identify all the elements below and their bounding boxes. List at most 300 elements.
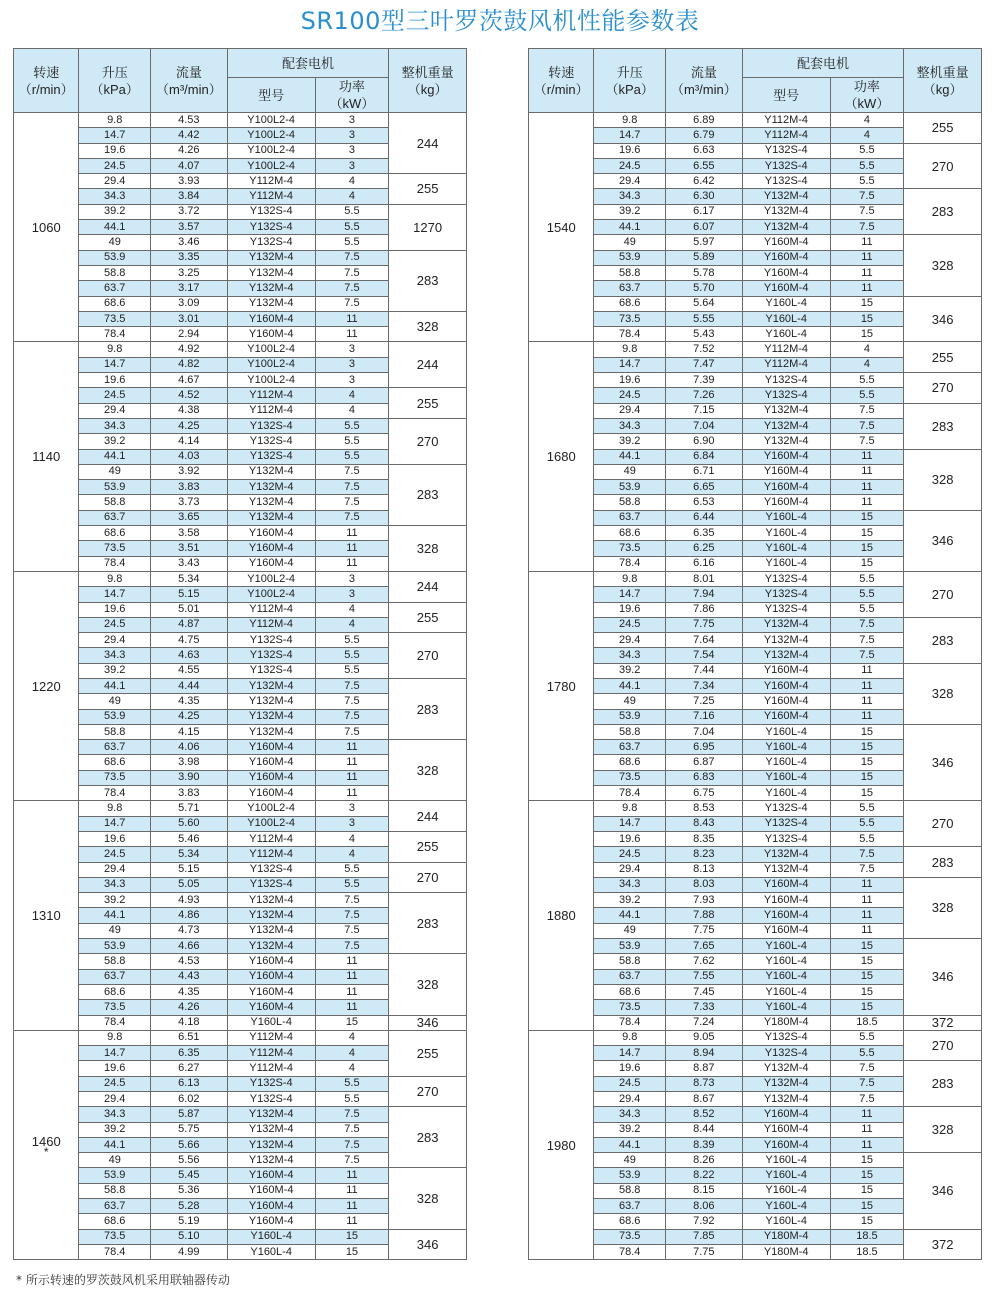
motor-model-cell: Y160L-4 (742, 984, 830, 999)
motor-model-cell: Y112M-4 (742, 113, 830, 128)
flow-cell: 6.16 (666, 556, 743, 571)
flow-cell: 8.53 (666, 801, 743, 816)
weight-cell: 346 (904, 296, 982, 342)
weight-cell: 328 (904, 663, 982, 724)
motor-model-cell: Y100L2-4 (227, 373, 315, 388)
motor-model-cell: Y160L-4 (742, 1199, 830, 1214)
power-cell: 4 (830, 113, 904, 128)
flow-cell: 6.75 (666, 786, 743, 801)
pressure-cell: 58.8 (594, 724, 666, 739)
power-cell: 15 (830, 1000, 904, 1015)
flow-cell: 6.42 (666, 174, 743, 189)
pressure-cell: 53.9 (79, 250, 151, 265)
flow-cell: 7.47 (666, 357, 743, 372)
power-cell: 7.5 (830, 633, 904, 648)
motor-model-cell: Y160M-4 (742, 281, 830, 296)
pressure-cell: 29.4 (594, 403, 666, 418)
power-cell: 15 (830, 969, 904, 984)
motor-model-cell: Y160L-4 (742, 954, 830, 969)
flow-cell: 6.89 (666, 113, 743, 128)
pressure-cell: 24.5 (79, 158, 151, 173)
pressure-cell: 73.5 (79, 311, 151, 326)
header-pressure: 升压 （kPa） (594, 49, 666, 113)
power-cell: 15 (830, 1199, 904, 1214)
weight-cell: 270 (904, 801, 982, 847)
power-cell: 11 (830, 265, 904, 280)
motor-model-cell: Y160M-4 (742, 1137, 830, 1152)
flow-cell: 3.17 (151, 281, 228, 296)
motor-model-cell: Y132S-4 (742, 801, 830, 816)
motor-model-cell: Y132M-4 (227, 893, 315, 908)
header-model: 型号 (742, 78, 830, 113)
motor-model-cell: Y132M-4 (742, 862, 830, 877)
motor-model-cell: Y132S-4 (227, 1092, 315, 1107)
flow-cell: 4.53 (151, 954, 228, 969)
motor-model-cell: Y132M-4 (227, 510, 315, 525)
pressure-cell: 49 (79, 464, 151, 479)
motor-model-cell: Y100L2-4 (227, 143, 315, 158)
motor-model-cell: Y132M-4 (227, 709, 315, 724)
speed-cell: 1780 (529, 571, 594, 800)
flow-cell: 6.87 (666, 755, 743, 770)
pressure-cell: 29.4 (79, 862, 151, 877)
table-row (14, 388, 467, 403)
pressure-cell: 68.6 (79, 526, 151, 541)
power-cell: 7.5 (315, 1153, 389, 1168)
left-table-wrapper (13, 48, 467, 1260)
flow-cell: 7.54 (666, 648, 743, 663)
flow-cell: 6.79 (666, 128, 743, 143)
pressure-cell: 78.4 (594, 1015, 666, 1030)
power-cell: 4 (315, 189, 389, 204)
flow-cell: 4.55 (151, 663, 228, 678)
flow-cell: 5.89 (666, 250, 743, 265)
motor-model-cell: Y160M-4 (742, 235, 830, 250)
flow-cell: 6.83 (666, 770, 743, 785)
pressure-cell: 53.9 (79, 480, 151, 495)
footnote: * 所示转速的罗茨鼓风机采用联轴器传动 (16, 1273, 230, 1287)
weight-cell: 255 (389, 831, 467, 862)
table-row (14, 418, 467, 433)
flow-cell: 3.92 (151, 464, 228, 479)
pressure-cell: 78.4 (79, 556, 151, 571)
power-cell: 11 (830, 281, 904, 296)
weight-cell: 346 (904, 724, 982, 800)
power-cell: 15 (830, 1214, 904, 1229)
pressure-cell: 9.8 (79, 801, 151, 816)
motor-model-cell: Y132M-4 (227, 1107, 315, 1122)
power-cell: 15 (830, 954, 904, 969)
power-cell: 4 (830, 128, 904, 143)
flow-cell: 6.63 (666, 143, 743, 158)
flow-cell: 4.53 (151, 113, 228, 128)
motor-model-cell: Y112M-4 (227, 189, 315, 204)
pressure-cell: 63.7 (594, 510, 666, 525)
motor-model-cell: Y112M-4 (227, 602, 315, 617)
power-cell: 11 (315, 556, 389, 571)
weight-cell: 244 (389, 342, 467, 388)
flow-cell: 7.75 (666, 617, 743, 632)
flow-cell: 4.66 (151, 939, 228, 954)
flow-cell: 4.06 (151, 740, 228, 755)
flow-cell: 3.35 (151, 250, 228, 265)
power-cell: 3 (315, 342, 389, 357)
pressure-cell: 34.3 (79, 877, 151, 892)
flow-cell: 4.86 (151, 908, 228, 923)
weight-cell: 270 (904, 373, 982, 404)
pressure-cell: 19.6 (594, 143, 666, 158)
motor-model-cell: Y160M-4 (227, 1168, 315, 1183)
flow-cell: 5.15 (151, 587, 228, 602)
motor-model-cell: Y160L-4 (742, 786, 830, 801)
weight-cell: 328 (389, 526, 467, 572)
pressure-cell: 14.7 (594, 357, 666, 372)
pressure-cell: 14.7 (79, 357, 151, 372)
motor-model-cell: Y132M-4 (227, 1122, 315, 1137)
footnote-marker: * (43, 1144, 49, 1159)
flow-cell: 6.25 (666, 541, 743, 556)
motor-model-cell: Y132S-4 (227, 418, 315, 433)
flow-cell: 8.44 (666, 1122, 743, 1137)
flow-cell: 3.58 (151, 526, 228, 541)
motor-model-cell: Y160L-4 (742, 311, 830, 326)
motor-model-cell: Y132M-4 (742, 220, 830, 235)
table-row (14, 954, 467, 969)
motor-model-cell: Y160L-4 (742, 510, 830, 525)
pressure-cell: 34.3 (594, 1107, 666, 1122)
power-cell: 5.5 (315, 633, 389, 648)
power-cell: 11 (315, 984, 389, 999)
motor-model-cell: Y112M-4 (227, 403, 315, 418)
table-row (529, 724, 982, 739)
power-cell: 15 (830, 1183, 904, 1198)
motor-model-cell: Y160L-4 (742, 770, 830, 785)
weight-cell: 283 (904, 617, 982, 663)
power-cell: 5.5 (315, 1092, 389, 1107)
power-cell: 4 (315, 403, 389, 418)
flow-cell: 3.98 (151, 755, 228, 770)
flow-cell: 4.25 (151, 709, 228, 724)
flow-cell: 7.62 (666, 954, 743, 969)
pressure-cell: 49 (79, 1153, 151, 1168)
power-cell: 11 (830, 449, 904, 464)
pressure-cell: 19.6 (594, 1061, 666, 1076)
flow-cell: 4.73 (151, 923, 228, 938)
power-cell: 5.5 (830, 388, 904, 403)
flow-cell: 5.19 (151, 1214, 228, 1229)
power-cell: 7.5 (315, 694, 389, 709)
power-cell: 11 (315, 770, 389, 785)
power-cell: 7.5 (830, 648, 904, 663)
power-cell: 7.5 (315, 464, 389, 479)
power-cell: 3 (315, 801, 389, 816)
power-cell: 7.5 (315, 495, 389, 510)
pressure-cell: 63.7 (79, 281, 151, 296)
motor-model-cell: Y132S-4 (227, 220, 315, 235)
pressure-cell: 34.3 (594, 877, 666, 892)
table-row (529, 113, 982, 128)
pressure-cell: 24.5 (79, 388, 151, 403)
pressure-cell: 73.5 (79, 1229, 151, 1244)
motor-model-cell: Y160M-4 (227, 740, 315, 755)
power-cell: 5.5 (315, 449, 389, 464)
weight-cell: 270 (389, 633, 467, 679)
power-cell: 11 (830, 250, 904, 265)
motor-model-cell: Y160M-4 (227, 1199, 315, 1214)
pressure-cell: 44.1 (594, 220, 666, 235)
pressure-cell: 78.4 (594, 786, 666, 801)
flow-cell: 6.30 (666, 189, 743, 204)
flow-cell: 5.56 (151, 1153, 228, 1168)
motor-model-cell: Y160L-4 (742, 1153, 830, 1168)
table-row (529, 449, 982, 464)
power-cell: 11 (830, 923, 904, 938)
weight-cell: 270 (904, 1030, 982, 1061)
flow-cell: 3.57 (151, 220, 228, 235)
flow-cell: 4.35 (151, 694, 228, 709)
pressure-cell: 39.2 (79, 663, 151, 678)
power-cell: 4 (830, 357, 904, 372)
pressure-cell: 58.8 (79, 954, 151, 969)
header-motor: 配套电机 (227, 49, 389, 78)
pressure-cell: 29.4 (594, 633, 666, 648)
motor-model-cell: Y160M-4 (742, 908, 830, 923)
power-cell: 5.5 (315, 648, 389, 663)
motor-model-cell: Y132S-4 (742, 816, 830, 831)
motor-model-cell: Y132M-4 (227, 281, 315, 296)
header-model: 型号 (227, 78, 315, 113)
header-weight: 整机重量 （kg） (389, 49, 467, 113)
flow-cell: 5.87 (151, 1107, 228, 1122)
speed-cell: 1540 (529, 113, 594, 342)
speed-cell: 1140 (14, 342, 79, 571)
motor-model-cell: Y132S-4 (227, 663, 315, 678)
pressure-cell: 63.7 (79, 510, 151, 525)
table-row (529, 663, 982, 678)
flow-cell: 4.63 (151, 648, 228, 663)
flow-cell: 8.35 (666, 831, 743, 846)
flow-cell: 2.94 (151, 327, 228, 342)
table-row (14, 342, 467, 357)
motor-model-cell: Y160L-4 (742, 1183, 830, 1198)
pressure-cell: 44.1 (79, 678, 151, 693)
table-row (529, 1153, 982, 1168)
pressure-cell: 9.8 (594, 801, 666, 816)
flow-cell: 7.85 (666, 1229, 743, 1244)
flow-cell: 6.84 (666, 449, 743, 464)
weight-cell: 346 (904, 510, 982, 571)
weight-cell: 283 (904, 847, 982, 878)
flow-cell: 7.64 (666, 633, 743, 648)
page-title: SR100型三叶罗茨鼓风机性能参数表 (300, 7, 700, 35)
flow-cell: 6.27 (151, 1061, 228, 1076)
pressure-cell: 73.5 (79, 770, 151, 785)
motor-model-cell: Y100L2-4 (227, 357, 315, 372)
flow-cell: 4.82 (151, 357, 228, 372)
pressure-cell: 68.6 (594, 1214, 666, 1229)
flow-cell: 3.84 (151, 189, 228, 204)
flow-cell: 5.01 (151, 602, 228, 617)
pressure-cell: 34.3 (79, 648, 151, 663)
pressure-cell: 68.6 (79, 984, 151, 999)
pressure-cell: 14.7 (594, 128, 666, 143)
pressure-cell: 29.4 (79, 1092, 151, 1107)
motor-model-cell: Y100L2-4 (227, 587, 315, 602)
motor-model-cell: Y132M-4 (742, 434, 830, 449)
flow-cell: 4.26 (151, 143, 228, 158)
header-speed: 转速 （r/min） (14, 49, 79, 113)
motor-model-cell: Y132S-4 (227, 1076, 315, 1091)
flow-cell: 6.44 (666, 510, 743, 525)
flow-cell: 5.46 (151, 831, 228, 846)
pressure-cell: 78.4 (594, 1244, 666, 1259)
motor-model-cell: Y132S-4 (227, 877, 315, 892)
pressure-cell: 34.3 (79, 189, 151, 204)
power-cell: 7.5 (830, 862, 904, 877)
motor-model-cell: Y160L-4 (742, 556, 830, 571)
power-cell: 5.5 (830, 174, 904, 189)
pressure-cell: 9.8 (594, 113, 666, 128)
motor-model-cell: Y132M-4 (227, 265, 315, 280)
pressure-cell: 24.5 (594, 388, 666, 403)
power-cell: 15 (830, 755, 904, 770)
pressure-cell: 68.6 (594, 984, 666, 999)
weight-cell: 244 (389, 113, 467, 174)
pressure-cell: 34.3 (594, 418, 666, 433)
pressure-cell: 58.8 (594, 495, 666, 510)
pressure-cell: 24.5 (79, 1076, 151, 1091)
motor-model-cell: Y100L2-4 (227, 128, 315, 143)
motor-model-cell: Y132S-4 (742, 373, 830, 388)
flow-cell: 5.45 (151, 1168, 228, 1183)
pressure-cell: 73.5 (594, 541, 666, 556)
power-cell: 4 (315, 602, 389, 617)
pressure-cell: 34.3 (79, 418, 151, 433)
pressure-cell: 78.4 (594, 327, 666, 342)
weight-cell: 255 (389, 174, 467, 205)
pressure-cell: 53.9 (79, 709, 151, 724)
power-cell: 11 (315, 1199, 389, 1214)
flow-cell: 5.78 (666, 265, 743, 280)
motor-model-cell: Y112M-4 (742, 357, 830, 372)
motor-model-cell: Y160L-4 (742, 939, 830, 954)
flow-cell: 7.44 (666, 663, 743, 678)
header-motor: 配套电机 (742, 49, 904, 78)
motor-model-cell: Y112M-4 (227, 617, 315, 632)
pressure-cell: 39.2 (594, 204, 666, 219)
motor-model-cell: Y160L-4 (742, 1168, 830, 1183)
flow-cell: 7.33 (666, 1000, 743, 1015)
motor-model-cell: Y132S-4 (227, 862, 315, 877)
power-cell: 11 (830, 694, 904, 709)
performance-table-left (13, 48, 467, 1260)
flow-cell: 7.88 (666, 908, 743, 923)
pressure-cell: 39.2 (79, 204, 151, 219)
flow-cell: 5.34 (151, 847, 228, 862)
power-cell: 11 (315, 1168, 389, 1183)
power-cell: 15 (830, 770, 904, 785)
power-cell: 7.5 (315, 678, 389, 693)
power-cell: 7.5 (830, 403, 904, 418)
flow-cell: 3.90 (151, 770, 228, 785)
power-cell: 11 (830, 663, 904, 678)
flow-cell: 3.46 (151, 235, 228, 250)
weight-cell: 346 (904, 939, 982, 1015)
power-cell: 15 (830, 1153, 904, 1168)
table-row (529, 373, 982, 388)
table-row (529, 403, 982, 418)
header-pressure: 升压 （kPa） (79, 49, 151, 113)
pressure-cell: 19.6 (79, 831, 151, 846)
flow-cell: 6.65 (666, 480, 743, 495)
flow-cell: 8.15 (666, 1183, 743, 1198)
pressure-cell: 9.8 (79, 113, 151, 128)
power-cell: 5.5 (830, 602, 904, 617)
weight-cell: 270 (389, 1076, 467, 1107)
motor-model-cell: Y160L-4 (742, 740, 830, 755)
motor-model-cell: Y132S-4 (227, 648, 315, 663)
power-cell: 7.5 (830, 1092, 904, 1107)
power-cell: 7.5 (830, 847, 904, 862)
power-cell: 7.5 (315, 709, 389, 724)
motor-model-cell: Y160M-4 (742, 663, 830, 678)
flow-cell: 7.25 (666, 694, 743, 709)
motor-model-cell: Y160M-4 (742, 877, 830, 892)
pressure-cell: 44.1 (79, 1137, 151, 1152)
pressure-cell: 29.4 (594, 174, 666, 189)
power-cell: 5.5 (830, 571, 904, 586)
pressure-cell: 44.1 (594, 1137, 666, 1152)
motor-model-cell: Y160M-4 (742, 678, 830, 693)
flow-cell: 8.73 (666, 1076, 743, 1091)
table-row (14, 1107, 467, 1122)
weight-cell: 346 (389, 1015, 467, 1030)
pressure-cell: 29.4 (79, 633, 151, 648)
weight-cell: 255 (389, 388, 467, 419)
flow-cell: 8.01 (666, 571, 743, 586)
power-cell: 15 (315, 1015, 389, 1030)
power-cell: 3 (315, 816, 389, 831)
motor-model-cell: Y112M-4 (227, 388, 315, 403)
weight-cell: 328 (904, 877, 982, 938)
flow-cell: 5.64 (666, 296, 743, 311)
flow-cell: 6.53 (666, 495, 743, 510)
table-row (14, 1030, 467, 1045)
pressure-cell: 24.5 (594, 158, 666, 173)
flow-cell: 4.07 (151, 158, 228, 173)
power-cell: 7.5 (315, 250, 389, 265)
motor-model-cell: Y132M-4 (742, 847, 830, 862)
motor-model-cell: Y132S-4 (227, 449, 315, 464)
power-cell: 15 (830, 724, 904, 739)
pressure-cell: 14.7 (79, 587, 151, 602)
flow-cell: 5.36 (151, 1183, 228, 1198)
motor-model-cell: Y160M-4 (742, 893, 830, 908)
flow-cell: 7.94 (666, 587, 743, 602)
pressure-cell: 24.5 (79, 617, 151, 632)
pressure-cell: 14.7 (594, 587, 666, 602)
pressure-cell: 68.6 (594, 296, 666, 311)
table-row (14, 678, 467, 693)
weight-cell: 270 (904, 571, 982, 617)
performance-table-right (528, 48, 982, 1260)
motor-model-cell: Y160L-4 (742, 296, 830, 311)
power-cell: 5.5 (830, 1046, 904, 1061)
pressure-cell: 58.8 (79, 724, 151, 739)
flow-cell: 8.26 (666, 1153, 743, 1168)
flow-cell: 5.75 (151, 1122, 228, 1137)
power-cell: 11 (315, 786, 389, 801)
